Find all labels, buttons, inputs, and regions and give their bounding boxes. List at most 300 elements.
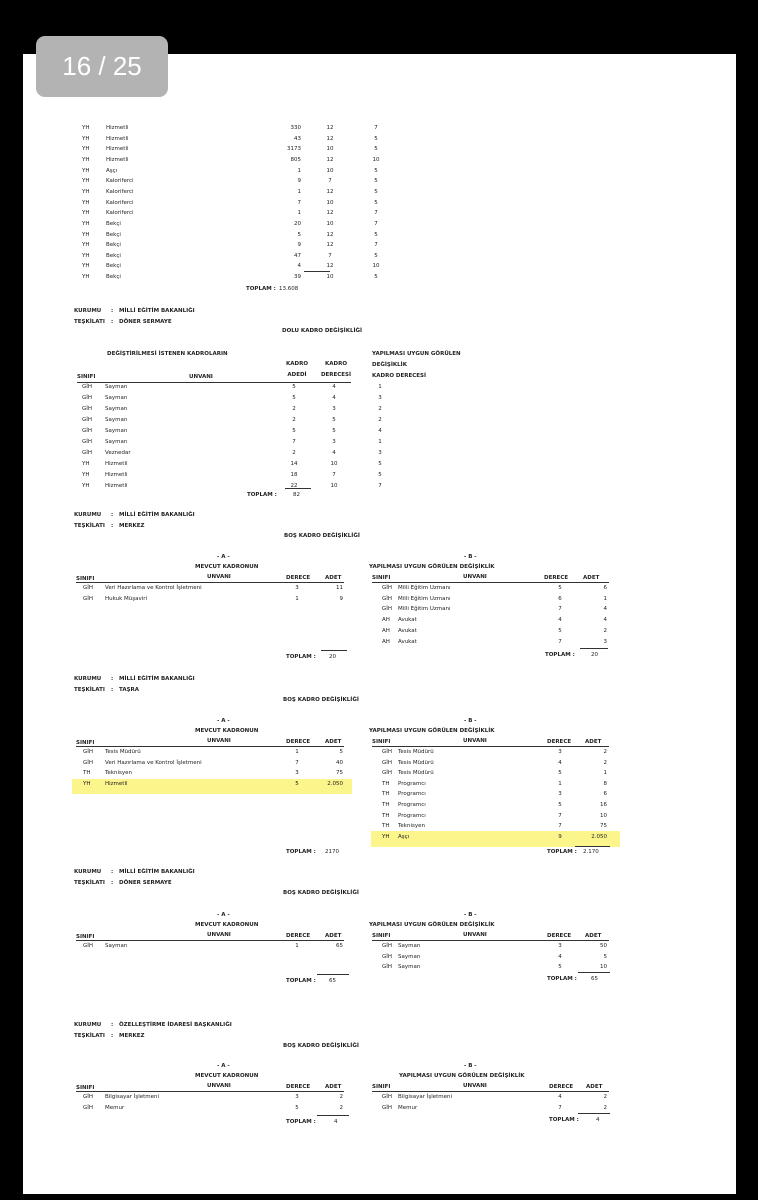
teskilati-value: TAŞRA xyxy=(119,687,140,693)
total-value: 20 xyxy=(329,654,336,660)
cell-adet: 1 xyxy=(297,167,301,174)
total-value: 65 xyxy=(591,976,598,982)
cell-sinifi: GİH xyxy=(83,749,94,755)
cell-derece: 12 xyxy=(326,135,334,142)
cell-derece: 10 xyxy=(326,146,334,153)
cell-sinifi: YH xyxy=(82,210,90,217)
cell-unvani: Sayman xyxy=(105,439,128,445)
cell-sinifi: GİH xyxy=(82,406,93,412)
cell-sinifi: GİH xyxy=(382,585,393,591)
cell-unvani: Veri Hazırlama ve Kontrol İşletmeni xyxy=(105,585,202,591)
cell-adet: 16 xyxy=(600,802,607,808)
cell-unvani: Bekçi xyxy=(106,252,121,259)
total-underline xyxy=(321,650,347,651)
cell-sinifi: YH xyxy=(82,242,90,249)
right-header: KADRO DERECESİ xyxy=(372,373,427,379)
col-sinifi-label: SINIFI xyxy=(372,575,391,581)
cell-sinifi: YH xyxy=(82,178,90,185)
col-sinifi-label: SINIFI xyxy=(77,374,96,380)
cell-adet: 2 xyxy=(339,1104,343,1111)
col-derece-label: DERECE xyxy=(286,575,311,581)
teskilati-value: DÖNER SERMAYE xyxy=(119,319,172,325)
cell-derece: 4 xyxy=(558,759,562,766)
cell-sinifi: YH xyxy=(82,472,90,478)
cell-unvani: Hizmetli xyxy=(106,156,129,163)
cell-adet: 1 xyxy=(603,595,607,602)
cell-derece-new: 7 xyxy=(374,242,378,249)
cell-unvani: Bekçi xyxy=(106,242,121,249)
cell-sinifi: GİH xyxy=(382,964,393,970)
cell-adet: 2.050 xyxy=(327,780,343,787)
cell-kadro-adedi: 22 xyxy=(290,483,298,489)
col-derece-label: DERECE xyxy=(286,933,311,939)
col-unvani-label: UNVANI xyxy=(207,1083,231,1089)
cell-adet: 65 xyxy=(336,943,343,949)
total-underline xyxy=(304,271,330,272)
cell-adet: 2 xyxy=(603,627,607,634)
cell-adet: 40 xyxy=(336,759,343,766)
total-underline xyxy=(317,1115,349,1116)
cell-unvani: Veri Hazırlama ve Kontrol İşletmeni xyxy=(105,759,202,766)
total-label: TOPLAM : xyxy=(545,652,575,658)
cell-derece: 7 xyxy=(558,823,562,830)
cell-new-derece: 3 xyxy=(378,450,382,456)
kurumu-value: MİLLİ EĞİTİM BAKANLIĞI xyxy=(119,676,195,682)
cell-sinifi: GİH xyxy=(83,759,94,766)
cell-derece: 10 xyxy=(326,220,334,227)
cell-unvani: Hizmetli xyxy=(106,146,129,153)
cell-derece: 7 xyxy=(295,759,299,766)
cell-adet: 1 xyxy=(297,188,301,195)
total-underline xyxy=(580,648,608,649)
cell-adet: 20 xyxy=(294,220,301,227)
cell-adet: 5 xyxy=(339,749,343,755)
cell-unvani: Bekçi xyxy=(106,263,121,270)
cell-derece-new: 5 xyxy=(374,188,378,195)
header-rule xyxy=(372,746,609,747)
cell-sinifi: GİH xyxy=(82,428,93,434)
cell-derece: 12 xyxy=(326,242,334,249)
cell-sinifi: AH xyxy=(382,638,390,645)
cell-adet: 10 xyxy=(600,812,607,819)
cell-unvani: Bekçi xyxy=(106,231,121,238)
col-adet-label: ADET xyxy=(585,933,602,939)
cell-adet: 9 xyxy=(339,595,343,602)
cell-derece-new: 5 xyxy=(374,231,378,238)
cell-sinifi: YH xyxy=(82,146,90,153)
cell-adet: 3173 xyxy=(287,146,301,153)
cell-unvani: Milli Eğitim Uzmanı xyxy=(398,595,451,602)
cell-unvani: Tesis Müdürü xyxy=(398,759,434,766)
col-a-title: MEVCUT KADRONUN xyxy=(195,728,259,734)
cell-sinifi: YH xyxy=(82,252,90,259)
colon: : xyxy=(111,512,114,518)
cell-derece: 4 xyxy=(558,617,562,624)
cell-kadro-adedi: 5 xyxy=(292,384,296,390)
cell-sinifi: GİH xyxy=(382,770,393,777)
cell-unvani: Avukat xyxy=(398,638,417,645)
cell-unvani: Kaloriferci xyxy=(106,178,134,185)
cell-adet: 5 xyxy=(297,231,301,238)
teskilati-value: DÖNER SERMAYE xyxy=(119,880,172,886)
right-header: DEĞİŞİKLİK xyxy=(372,362,407,368)
total-value: 82 xyxy=(293,492,300,498)
cell-unvani: Kaloriferci xyxy=(106,199,134,206)
col-sinifi-label: SINIFI xyxy=(76,576,95,582)
cell-adet: 2.050 xyxy=(591,833,607,840)
cell-unvani: Bilgisayar İşletmeni xyxy=(105,1094,160,1100)
cell-kadro-derecesi: 4 xyxy=(332,384,336,390)
col-adedi-label: ADEDİ xyxy=(287,372,307,378)
cell-sinifi: TH xyxy=(382,823,390,830)
total-label: TOPLAM : xyxy=(286,978,316,984)
cell-sinifi: GİH xyxy=(83,1104,94,1111)
colon: : xyxy=(111,1022,114,1028)
colon: : xyxy=(111,308,114,314)
col-unvani-label: UNVANI xyxy=(463,738,487,744)
cell-adet: 6 xyxy=(603,791,607,798)
cell-kadro-derecesi: 4 xyxy=(332,395,336,401)
cell-adet: 2 xyxy=(339,1094,343,1100)
cell-adet: 3 xyxy=(603,638,607,645)
col-kadro-label: KADRO xyxy=(286,361,308,367)
cell-adet: 75 xyxy=(336,770,343,777)
col-derece-label: DERECE xyxy=(544,575,569,581)
cell-unvani: Sayman xyxy=(398,943,421,949)
cell-derece: 7 xyxy=(328,178,332,185)
cell-unvani: Hizmetli xyxy=(106,135,129,142)
cell-derece: 10 xyxy=(326,199,334,206)
kurumu-value: MİLLİ EĞİTİM BAKANLIĞI xyxy=(119,512,195,518)
cell-sinifi: YH xyxy=(82,263,90,270)
cell-adet: 4 xyxy=(603,606,607,613)
col-unvani-label: UNVANI xyxy=(189,374,213,380)
cell-sinifi: GİH xyxy=(382,1104,393,1111)
page-counter: 16 / 25 xyxy=(36,36,168,97)
cell-kadro-derecesi: 4 xyxy=(332,450,336,456)
cell-unvani: Aşçı xyxy=(398,833,410,840)
cell-sinifi: YH xyxy=(82,461,90,467)
cell-unvani: Hizmetli xyxy=(105,780,128,787)
cell-sinifi: GİH xyxy=(83,595,94,602)
total-label: TOPLAM : xyxy=(286,1119,316,1125)
colon: : xyxy=(111,523,114,529)
cell-unvani: Programcı xyxy=(398,780,426,787)
cell-derece: 12 xyxy=(326,263,334,270)
section-title: BOŞ KADRO DEĞİŞİKLİĞİ xyxy=(283,890,359,896)
header-rule xyxy=(76,1091,344,1092)
col-b-title: YAPILMASI UYGUN GÖRÜLEN DEĞİŞİKLİK xyxy=(369,564,495,570)
cell-new-derece: 2 xyxy=(378,417,382,423)
cell-sinifi: GİH xyxy=(382,606,393,613)
cell-new-derece: 4 xyxy=(378,428,382,434)
cell-adet: 2 xyxy=(603,1094,607,1100)
col-a-title: MEVCUT KADRONUN xyxy=(195,564,259,570)
cell-adet: 43 xyxy=(294,135,301,142)
cell-sinifi: YH xyxy=(83,780,91,787)
cell-sinifi: TH xyxy=(83,770,91,777)
cell-sinifi: AH xyxy=(382,617,390,624)
cell-new-derece: 2 xyxy=(378,406,382,412)
cell-sinifi: YH xyxy=(82,125,90,131)
cell-kadro-adedi: 2 xyxy=(292,417,296,423)
col-kadro-label: KADRO xyxy=(325,361,347,367)
cell-derece-new: 7 xyxy=(374,125,378,131)
col-b-marker: - B - xyxy=(464,554,477,560)
col-adet-label: ADET xyxy=(583,575,600,581)
colon: : xyxy=(111,676,114,682)
cell-unvani: Sayman xyxy=(398,964,421,970)
col-adet-label: ADET xyxy=(325,1084,342,1090)
cell-derece: 12 xyxy=(326,125,334,131)
cell-unvani: Avukat xyxy=(398,627,417,634)
cell-unvani: Aşçı xyxy=(106,167,118,174)
cell-derece: 7 xyxy=(558,812,562,819)
total-underline xyxy=(575,846,610,847)
teskilati-value: MERKEZ xyxy=(119,523,145,529)
cell-unvani: Bilgisayar İşletmeni xyxy=(398,1094,453,1100)
cell-derece: 9 xyxy=(558,833,562,840)
colon: : xyxy=(111,319,114,325)
teskilati-label: TEŞKİLATI xyxy=(74,319,105,325)
cell-kadro-derecesi: 7 xyxy=(332,472,336,478)
colon: : xyxy=(111,687,114,693)
cell-unvani: Kaloriferci xyxy=(106,210,134,217)
cell-sinifi: YH xyxy=(82,274,90,281)
cell-kadro-derecesi: 5 xyxy=(332,428,336,434)
cell-derece: 1 xyxy=(295,943,299,949)
header-rule xyxy=(372,940,609,941)
cell-unvani: Memur xyxy=(398,1104,418,1111)
cell-derece: 5 xyxy=(558,964,562,970)
col-a-marker: - A - xyxy=(217,718,230,724)
cell-derece: 5 xyxy=(558,585,562,591)
cell-unvani: Programcı xyxy=(398,802,426,808)
col-derece-label: DERECE xyxy=(547,933,572,939)
col-adet-label: ADET xyxy=(325,575,342,581)
cell-derece: 10 xyxy=(326,167,334,174)
cell-adet: 4 xyxy=(297,263,301,270)
col-a-marker: - A - xyxy=(217,554,230,560)
cell-kadro-derecesi: 3 xyxy=(332,406,336,412)
col-adet-label: ADET xyxy=(325,933,342,939)
colon: : xyxy=(111,1033,114,1039)
section-title: DOLU KADRO DEĞİŞİKLİĞİ xyxy=(282,328,363,334)
col-unvani-label: UNVANI xyxy=(207,738,231,744)
col-derece-label: DERECE xyxy=(549,1084,574,1090)
cell-unvani: Tesis Müdürü xyxy=(398,749,434,755)
col-derecesi-label: DERECESİ xyxy=(320,372,352,378)
cell-adet: 11 xyxy=(336,585,343,591)
cell-sinifi: YH xyxy=(82,167,90,174)
col-a-title: MEVCUT KADRONUN xyxy=(195,922,259,928)
col-b-title: YAPILMASI UYGUN GÖRÜLEN DEĞİŞİKLİK xyxy=(399,1073,525,1079)
col-unvani-label: UNVANI xyxy=(207,574,231,580)
cell-unvani: Teknisyen xyxy=(398,823,425,830)
cell-sinifi: GİH xyxy=(83,585,94,591)
cell-unvani: Avukat xyxy=(398,617,417,624)
cell-derece-new: 10 xyxy=(372,156,380,163)
total-label: TOPLAM : xyxy=(547,849,577,855)
cell-derece: 7 xyxy=(558,606,562,613)
col-sinifi-label: SINIFI xyxy=(372,1084,391,1090)
cell-new-derece: 3 xyxy=(378,395,382,401)
cell-derece: 3 xyxy=(295,585,299,591)
teskilati-label: TEŞKİLATI xyxy=(74,880,105,886)
col-unvani-label: UNVANI xyxy=(463,574,487,580)
header-rule xyxy=(372,582,609,583)
header-rule xyxy=(77,382,351,383)
cell-sinifi: GİH xyxy=(82,384,93,390)
cell-unvani: Hizmetli xyxy=(105,461,128,467)
cell-derece: 3 xyxy=(295,770,299,777)
col-unvani-label: UNVANI xyxy=(463,932,487,938)
cell-unvani: Sayman xyxy=(398,953,421,960)
cell-derece: 1 xyxy=(295,749,299,755)
col-sinifi-label: SINIFI xyxy=(76,1085,95,1091)
cell-new-derece: 1 xyxy=(378,384,382,390)
cell-adet: 1 xyxy=(297,210,301,217)
cell-unvani: Kaloriferci xyxy=(106,188,134,195)
cell-derece: 7 xyxy=(558,1104,562,1111)
cell-sinifi: YH xyxy=(82,188,90,195)
total-value: 2.170 xyxy=(583,849,599,855)
cell-sinifi: GİH xyxy=(82,450,93,456)
cell-unvani: Hizmetli xyxy=(105,472,128,478)
cell-derece: 1 xyxy=(558,780,562,787)
cell-sinifi: GİH xyxy=(382,1094,393,1100)
left-header: DEĞİŞTİRİLMESİ İSTENEN KADROLARIN xyxy=(107,351,228,357)
cell-adet: 7 xyxy=(297,199,301,206)
cell-derece: 7 xyxy=(328,252,332,259)
col-a-marker: - A - xyxy=(217,1063,230,1069)
col-adet-label: ADET xyxy=(585,739,602,745)
col-sinifi-label: SINIFI xyxy=(372,933,391,939)
header-rule xyxy=(76,940,344,941)
cell-sinifi: TH xyxy=(382,802,390,808)
cell-kadro-adedi: 5 xyxy=(292,395,296,401)
section-title: BOŞ KADRO DEĞİŞİKLİĞİ xyxy=(284,533,360,539)
cell-kadro-derecesi: 10 xyxy=(330,483,338,489)
total-label: TOPLAM : xyxy=(549,1117,579,1123)
cell-derece: 12 xyxy=(326,231,334,238)
cell-unvani: Sayman xyxy=(105,428,128,434)
col-b-marker: - B - xyxy=(464,912,477,918)
cell-sinifi: GİH xyxy=(382,953,393,960)
colon: : xyxy=(111,869,114,875)
total-underline xyxy=(285,488,311,489)
col-sinifi-label: SINIFI xyxy=(372,739,391,745)
cell-derece: 3 xyxy=(558,943,562,949)
cell-unvani: Tesis Müdürü xyxy=(105,749,141,755)
cell-kadro-adedi: 2 xyxy=(292,450,296,456)
cell-derece: 5 xyxy=(295,1104,299,1111)
cell-kadro-derecesi: 10 xyxy=(330,461,338,467)
col-derece-label: DERECE xyxy=(547,739,572,745)
cell-adet: 2 xyxy=(603,759,607,766)
col-derece-label: DERECE xyxy=(286,739,311,745)
total-label: TOPLAM : xyxy=(286,849,316,855)
teskilati-label: TEŞKİLATI xyxy=(74,1033,105,1039)
cell-unvani: Sayman xyxy=(105,384,128,390)
cell-sinifi: TH xyxy=(382,791,390,798)
kurumu-value: MİLLİ EĞİTİM BAKANLIĞI xyxy=(119,869,195,875)
cell-derece-new: 5 xyxy=(374,199,378,206)
total-label: TOPLAM : xyxy=(547,976,577,982)
cell-adet: 50 xyxy=(600,943,607,949)
cell-sinifi: GİH xyxy=(382,749,393,755)
cell-kadro-adedi: 5 xyxy=(292,428,296,434)
section-title: BOŞ KADRO DEĞİŞİKLİĞİ xyxy=(283,697,359,703)
cell-derece: 4 xyxy=(558,1094,562,1100)
cell-unvani: Teknisyen xyxy=(105,770,132,777)
header-rule xyxy=(372,1091,609,1092)
total-label: TOPLAM : xyxy=(247,492,277,498)
cell-adet: 6 xyxy=(603,585,607,591)
cell-sinifi: GİH xyxy=(83,943,94,949)
cell-sinifi: GİH xyxy=(82,417,93,423)
total-label: TOPLAM : xyxy=(246,286,276,292)
section-title: BOŞ KADRO DEĞİŞİKLİĞİ xyxy=(283,1043,359,1049)
col-sinifi-label: SINIFI xyxy=(76,934,95,940)
cell-sinifi: AH xyxy=(382,627,390,634)
cell-unvani: Programcı xyxy=(398,791,426,798)
teskilati-label: TEŞKİLATI xyxy=(74,523,105,529)
cell-sinifi: YH xyxy=(82,135,90,142)
total-value: 13.608 xyxy=(279,286,299,292)
cell-adet: 1 xyxy=(603,770,607,777)
cell-unvani: Veznedar xyxy=(105,450,131,456)
cell-unvani: Hizmetli xyxy=(105,483,128,489)
col-adet-label: ADET xyxy=(586,1084,603,1090)
col-sinifi-label: SINIFI xyxy=(76,740,95,746)
header-rule xyxy=(76,746,344,747)
col-adet-label: ADET xyxy=(325,739,342,745)
total-underline xyxy=(578,1113,610,1114)
cell-sinifi: GİH xyxy=(382,943,393,949)
cell-adet: 9 xyxy=(297,178,301,185)
cell-derece: 5 xyxy=(295,780,299,787)
cell-derece: 3 xyxy=(558,791,562,798)
cell-derece: 5 xyxy=(558,627,562,634)
cell-adet: 4 xyxy=(603,617,607,624)
cell-adet: 2 xyxy=(603,749,607,755)
cell-unvani: Programcı xyxy=(398,812,426,819)
cell-derece: 7 xyxy=(558,638,562,645)
cell-derece: 10 xyxy=(326,274,334,281)
cell-derece-new: 5 xyxy=(374,274,378,281)
cell-unvani: Tesis Müdürü xyxy=(398,770,434,777)
cell-sinifi: TH xyxy=(382,812,390,819)
cell-sinifi: GİH xyxy=(382,595,393,602)
kurumu-label: KURUMU xyxy=(74,308,102,314)
total-label: TOPLAM : xyxy=(286,654,316,660)
cell-derece: 5 xyxy=(558,802,562,808)
cell-adet: 9 xyxy=(297,242,301,249)
cell-unvani: Hukuk Müşaviri xyxy=(105,595,148,602)
cell-sinifi: GİH xyxy=(83,1094,94,1100)
teskilati-value: MERKEZ xyxy=(119,1033,145,1039)
cell-sinifi: GİH xyxy=(82,439,93,445)
cell-derece: 4 xyxy=(558,953,562,960)
cell-derece: 12 xyxy=(326,156,334,163)
cell-derece: 5 xyxy=(558,770,562,777)
cell-derece-new: 7 xyxy=(374,210,378,217)
cell-kadro-adedi: 14 xyxy=(290,461,298,467)
total-value: 4 xyxy=(596,1117,600,1123)
total-underline xyxy=(317,974,349,975)
cell-unvani: Milli Eğitim Uzmanı xyxy=(398,585,451,591)
